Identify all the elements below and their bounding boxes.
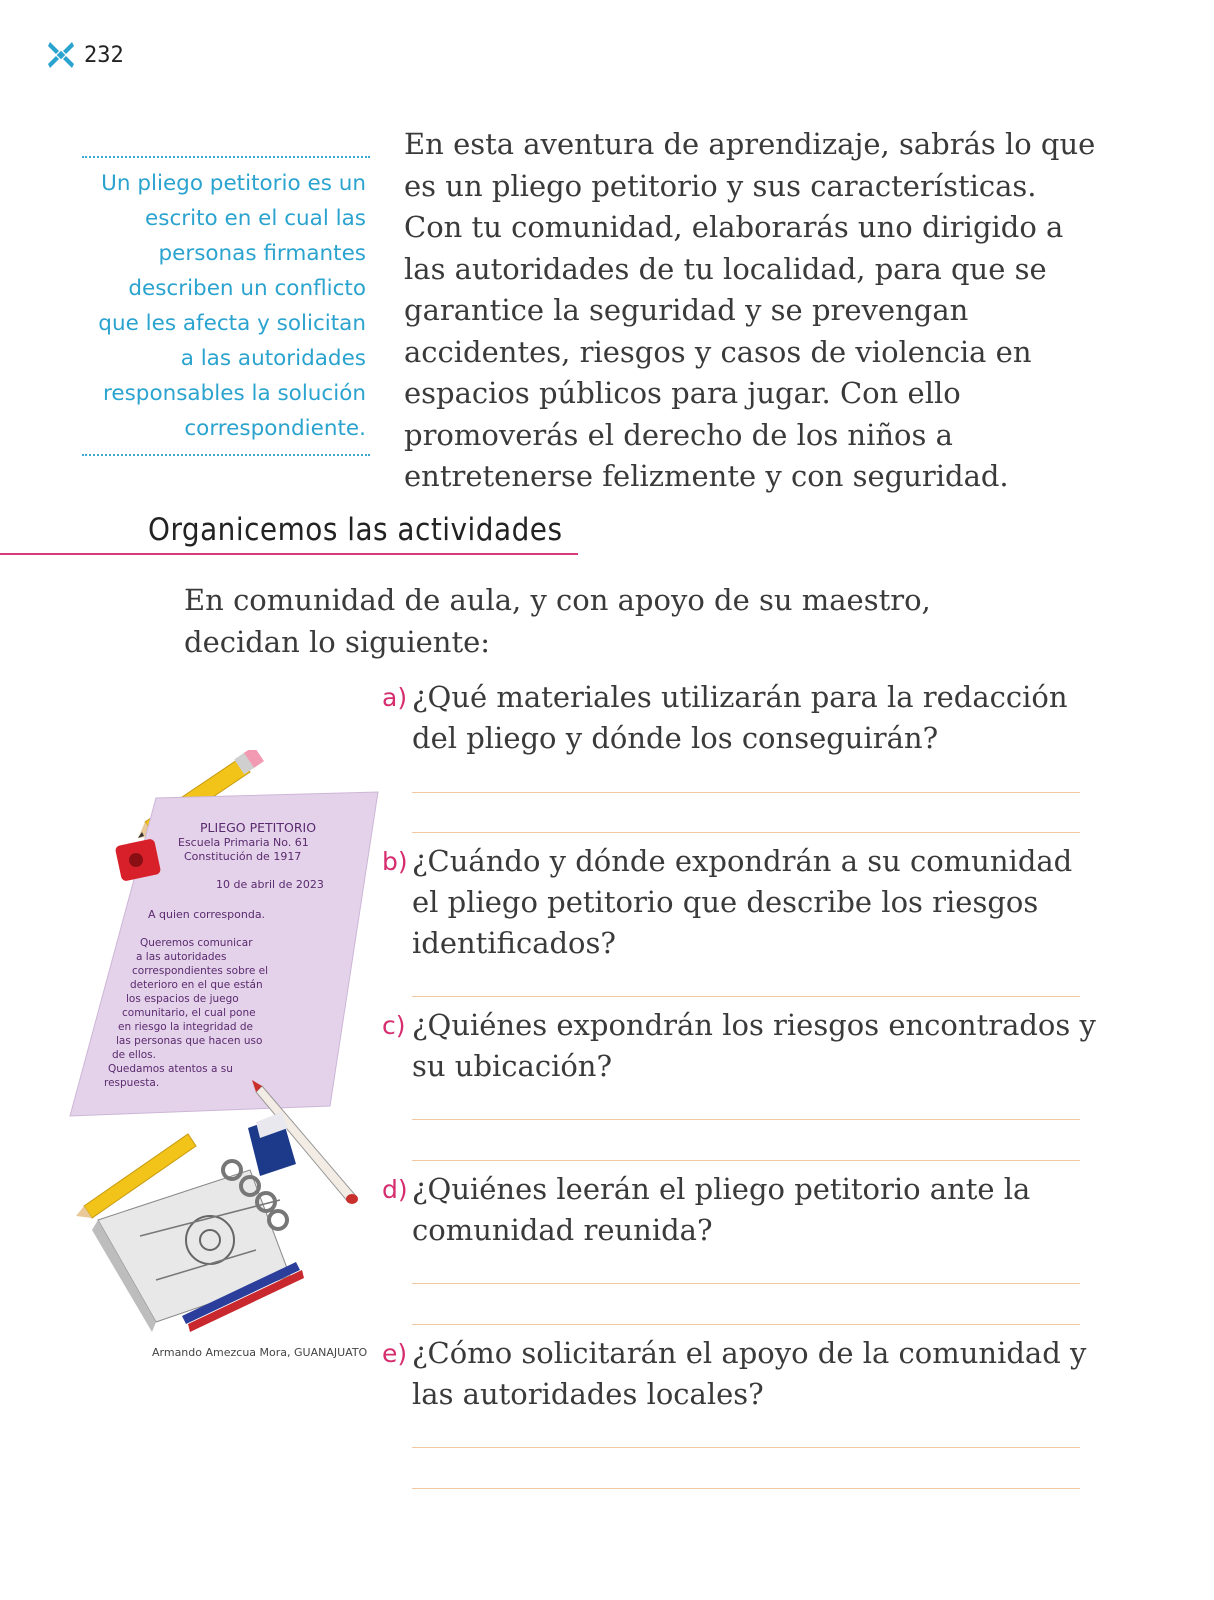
letter-date: 10 de abril de 2023 [216, 878, 324, 891]
question-a [382, 677, 1102, 759]
petition-illustration [60, 750, 390, 1340]
letter-closing: respuesta. [104, 1077, 160, 1089]
page-number-text: 232 [84, 42, 124, 68]
question-letter: e) [382, 1339, 408, 1368]
sidenote-text: Un pliego petitorio es un escrito en el cual las personas firmantes describen un conflicto que les afecta y solicitan a las autoridades responsables la solución correspondiente. [98, 171, 366, 441]
question-letter: b) [382, 847, 408, 876]
letter-line: Queremos comunicar [140, 937, 253, 949]
question-letter: c) [382, 1011, 406, 1040]
letter-greeting: A quien corresponda. [148, 908, 266, 921]
answer-line[interactable] [412, 996, 1080, 997]
answer-line[interactable] [412, 1324, 1080, 1325]
intro-paragraph: En esta aventura de aprendizaje, sabrás lo que es un pliego petitorio y sus características. Con tu comunidad, elaborarás uno dirigido a las autoridades de tu localidad, para que se garantice la seguridad y se prevengan accidentes, riesgos y casos de violencia en espacios públicos para jugar. Con ello promoverás el derecho de los niños a entretenerse felizmente y con seguridad. [404, 127, 1096, 493]
letter-line: comunitario, el cual pone [122, 1007, 256, 1019]
letter-line: las personas que hacen uso [116, 1035, 263, 1047]
answer-line[interactable] [412, 1488, 1080, 1489]
instructions-paragraph: En comunidad de aula, y con apoyo de su maestro, decidan lo siguiente: [184, 583, 931, 659]
question-text: ¿Quiénes leerán el pliego petitorio ante la comunidad reunida? [412, 1172, 1031, 1247]
answer-line[interactable] [412, 1119, 1080, 1120]
letter-closing: Quedamos atentos a su [108, 1063, 233, 1075]
definition-sidenote [82, 156, 370, 456]
question-c [382, 1005, 1102, 1087]
question-text: ¿Qué materiales utilizarán para la redacción del pliego y dónde los conseguirán? [412, 680, 1068, 755]
letter-school-name: Constitución de 1917 [184, 850, 302, 863]
letter-line: en riesgo la integridad de [118, 1021, 254, 1033]
answer-line[interactable] [412, 1283, 1080, 1284]
page-number [48, 40, 124, 70]
letter-line: correspondientes sobre el [132, 965, 268, 977]
answer-line[interactable] [412, 1447, 1080, 1448]
answer-line[interactable] [412, 792, 1080, 793]
letter-title: PLIEGO PETITORIO [200, 820, 317, 835]
section-underline [0, 553, 578, 555]
question-letter: d) [382, 1175, 408, 1204]
letter-line: deterioro en el que están [130, 979, 263, 991]
letter-line: a las autoridades [136, 951, 227, 963]
question-d [382, 1169, 1102, 1251]
letter-line: de ellos. [112, 1049, 156, 1061]
question-text: ¿Cómo solicitarán el apoyo de la comunidad y las autoridades locales? [412, 1336, 1087, 1411]
question-b [382, 841, 1102, 964]
answer-line[interactable] [412, 832, 1080, 833]
question-letter: a) [382, 683, 408, 712]
section-title: Organicemos las actividades [148, 512, 563, 548]
question-e [382, 1333, 1102, 1415]
question-text: ¿Quiénes expondrán los riesgos encontrados y su ubicación? [412, 1008, 1096, 1083]
question-text: ¿Cuándo y dónde expondrán a su comunidad el pliego petitorio que describe los riesgos identificados? [412, 844, 1073, 960]
letter-school: Escuela Primaria No. 61 [178, 836, 309, 849]
answer-line[interactable] [412, 1160, 1080, 1161]
logo-icon [48, 40, 74, 70]
illustration-credit: Armando Amezcua Mora, GUANAJUATO [152, 1346, 368, 1359]
letter-line: los espacios de juego [126, 993, 239, 1005]
